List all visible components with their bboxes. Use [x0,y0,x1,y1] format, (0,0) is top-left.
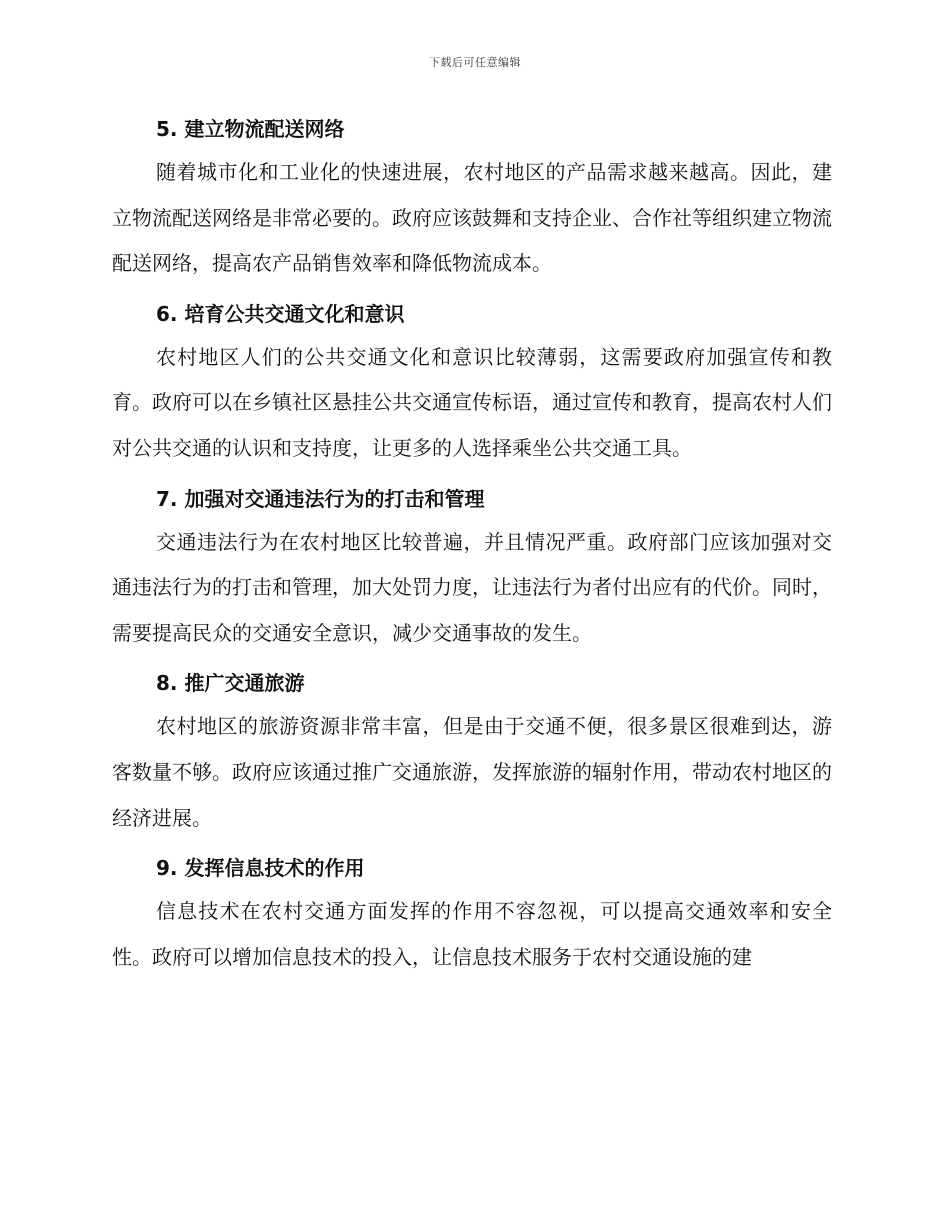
section-9 [112,847,832,980]
section-paragraph: 交通违法行为在农村地区比较普遍，并且情况严重。政府部门应该加强对交通违法行为的打击和管理，加大处罚力度，让违法行为者付出应有的代价。同时，需要提高民众的交通安全意识，减少交通事故的发生。 [112,529,832,645]
section-heading: 9. 发挥信息技术的作用 [156,856,365,881]
section-7 [112,478,832,657]
document-body [112,108,832,986]
section-paragraph: 随着城市化和工业化的快速进展，农村地区的产品需求越来越高。因此，建立物流配送网络是非常必要的。政府应该鼓舞和支持企业、合作社等组织建立物流配送网络，提高农产品销售效率和降低物流成本。 [112,160,832,276]
section-6 [112,293,832,472]
section-heading: 8. 推广交通旅游 [156,671,305,696]
section-paragraph: 农村地区人们的公共交通文化和意识比较薄弱，这需要政府加强宣传和教育。政府可以在乡镇社区悬挂公共交通宣传标语，通过宣传和教育，提高农村人们对公共交通的认识和支持度，让更多的人选择乘坐公共交通工具。 [112,344,832,460]
section-5 [112,108,832,287]
section-paragraph: 农村地区的旅游资源非常丰富，但是由于交通不便，很多景区很难到达，游客数量不够。政府应该通过推广交通旅游，发挥旅游的辐射作用，带动农村地区的经济进展。 [112,714,832,830]
section-paragraph: 信息技术在农村交通方面发挥的作用不容忽视，可以提高交通效率和安全性。政府可以增加信息技术的投入，让信息技术服务于农村交通设施的建 [112,899,832,969]
section-heading: 7. 加强对交通违法行为的打击和管理 [156,486,485,511]
section-heading: 5. 建立物流配送网络 [156,117,345,141]
section-heading: 6. 培育公共交通文化和意识 [156,301,405,326]
page-header: 下载后可任意编辑 [429,56,521,69]
section-8 [112,662,832,841]
